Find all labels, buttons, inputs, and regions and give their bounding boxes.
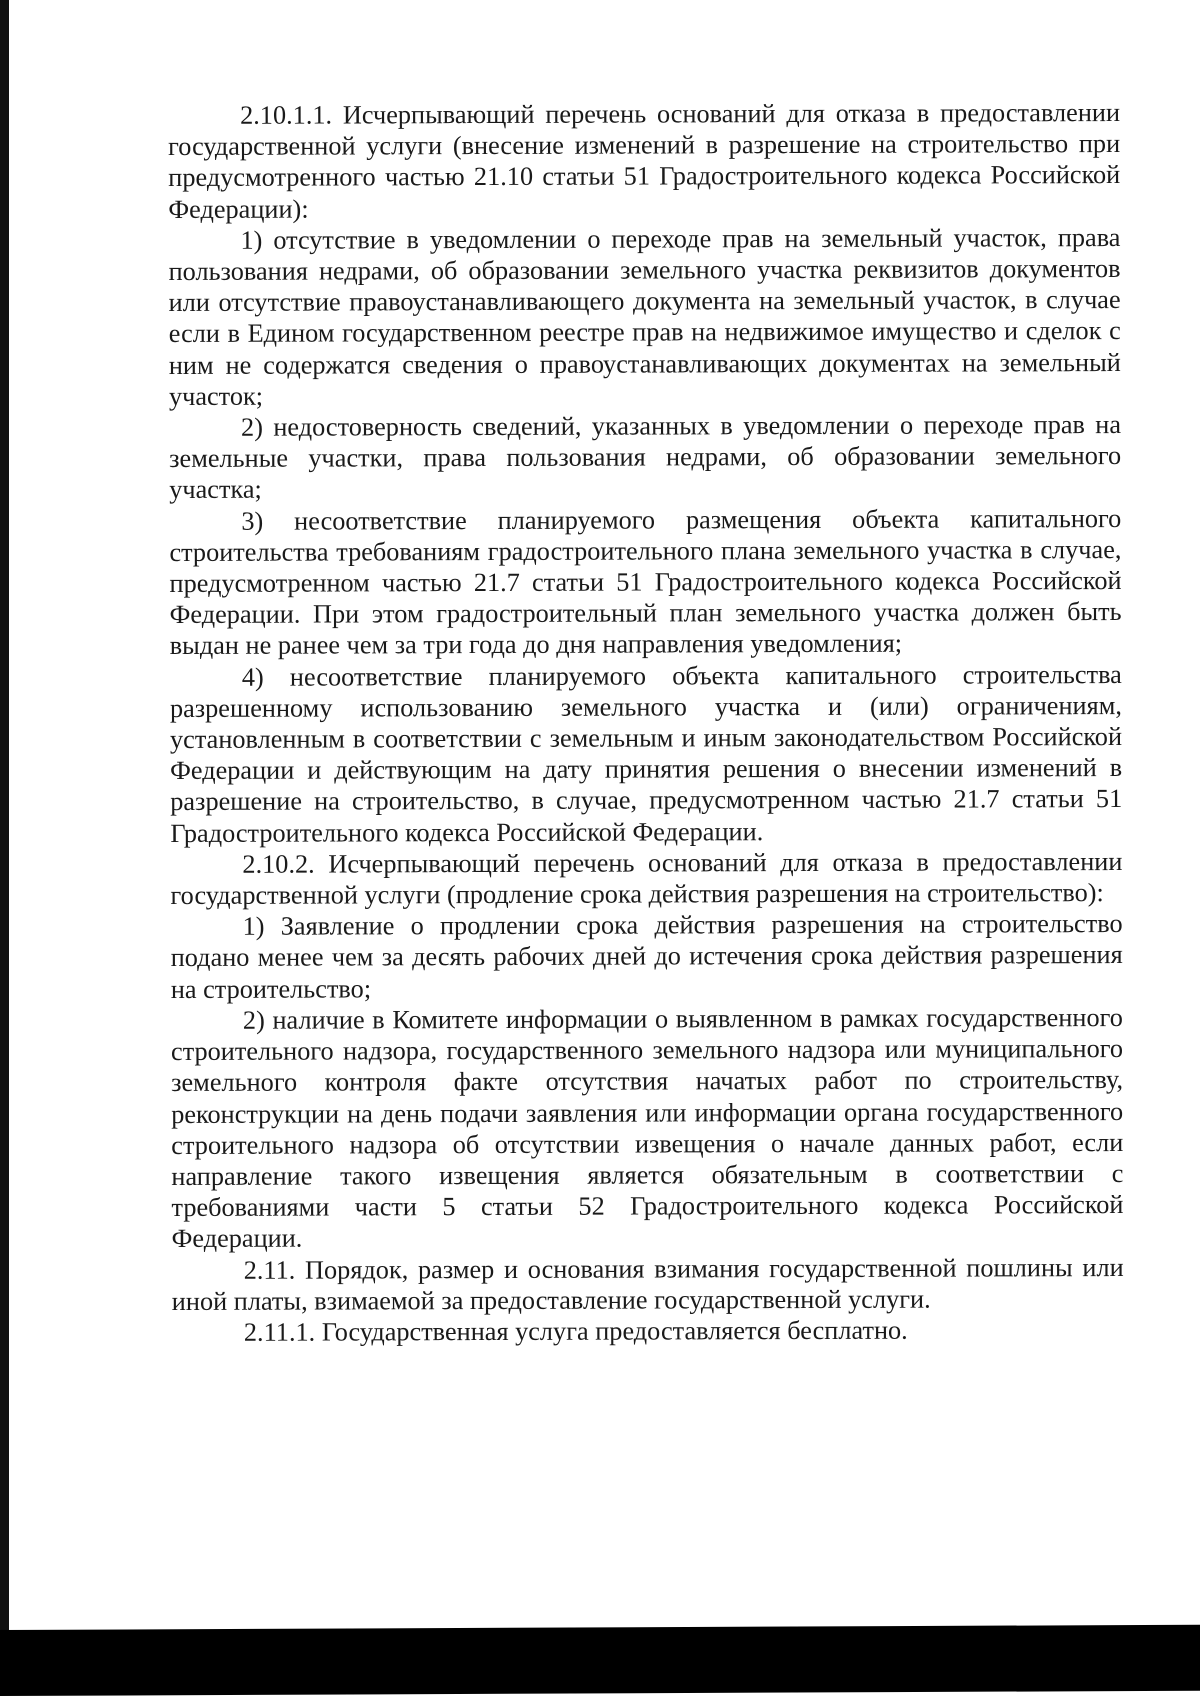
paragraph-item-3: 3) несоответствие планируемого размещения объекта капитального строительства требованиям градостроительного плана земельного участка в случае, предусмотренном частью 21.7 статьи 51 Градостроительного кодекса Российской Федерации. При этом градостроительный план земельного участка должен быть выдан не ранее чем за три года до дня направления уведомления;	[169, 503, 1122, 661]
paragraph-item-4: 4) несоответствие планируемого объекта капитального строительства разрешенному использованию земельного участка и (или) ограничениям, установленным в соответствии с земельным и иным законодательством Российской Федерации и действующим на дату принятия решения о внесении изменений в разрешение на строительство, в случае, предусмотренном частью 21.7 статьи 51 Градостроительного кодекса Российской Федерации.	[169, 659, 1123, 848]
paragraph-2-11-1: 2.11.1. Государственная услуга предоставляется бесплатно.	[243, 1315, 908, 1347]
paragraph-item-1: 1) отсутствие в уведомлении о переходе прав на земельный участок, права пользования недрами, об образовании земельного участка реквизитов документов или отсутствие правоустанавливающего документа на земельный участок, в случае если в Едином государственном реестре прав на недвижимое имущество и сделок с ним не содержатся сведения о правоустанавливающих документах на земельный участок;	[168, 222, 1121, 411]
paragraph-2-10-2: 2.10.2. Исчерпывающий перечень оснований для отказа в предоставлении государственной услуги (продление срока действия разрешения на строительство):	[170, 846, 1123, 911]
scan-left-edge	[0, 0, 9, 1632]
paragraph-item-2: 2) недостоверность сведений, указанных в уведомлении о переходе прав на земельные участки, права пользования недрами, об образовании земельного участка;	[169, 410, 1122, 505]
paragraph-2-10-2-item-1: 1) Заявление о продлении срока действия разрешения на строительство подано менее чем за десять рабочих дней до истечения срока действия разрешения на строительство;	[170, 909, 1123, 1004]
document-body	[168, 97, 1124, 1348]
paragraph-2-10-1-1: 2.10.1.1. Исчерпывающий перечень оснований для отказа в предоставлении государственной услуги (внесение изменений в разрешение на строительство при предусмотренного частью 21.10 статьи 51 Градостроительного кодекса Российской Федерации):	[168, 98, 1121, 224]
paragraph-2-10-2-item-2: 2) наличие в Комитете информации о выявленном в рамках государственного строительного надзора, государственного земельного надзора или муниципального земельного контроля факте отсутствия начатых работ по строительству, реконструкции на день подачи заявления или информации органа государственного строительного надзора об отсутствии извещения о начале данных работ, если направление такого извещения является обязательным в соответствии с требованиями части 5 статьи 52 Градостроительного кодекса Российской Федерации.	[170, 1002, 1124, 1254]
scan-bottom-border	[0, 1625, 1200, 1696]
paragraph-2-11: 2.11. Порядок, размер и основания взимания государственной пошлины или иной платы, взимаемой за предоставление государственной услуги.	[171, 1252, 1124, 1316]
